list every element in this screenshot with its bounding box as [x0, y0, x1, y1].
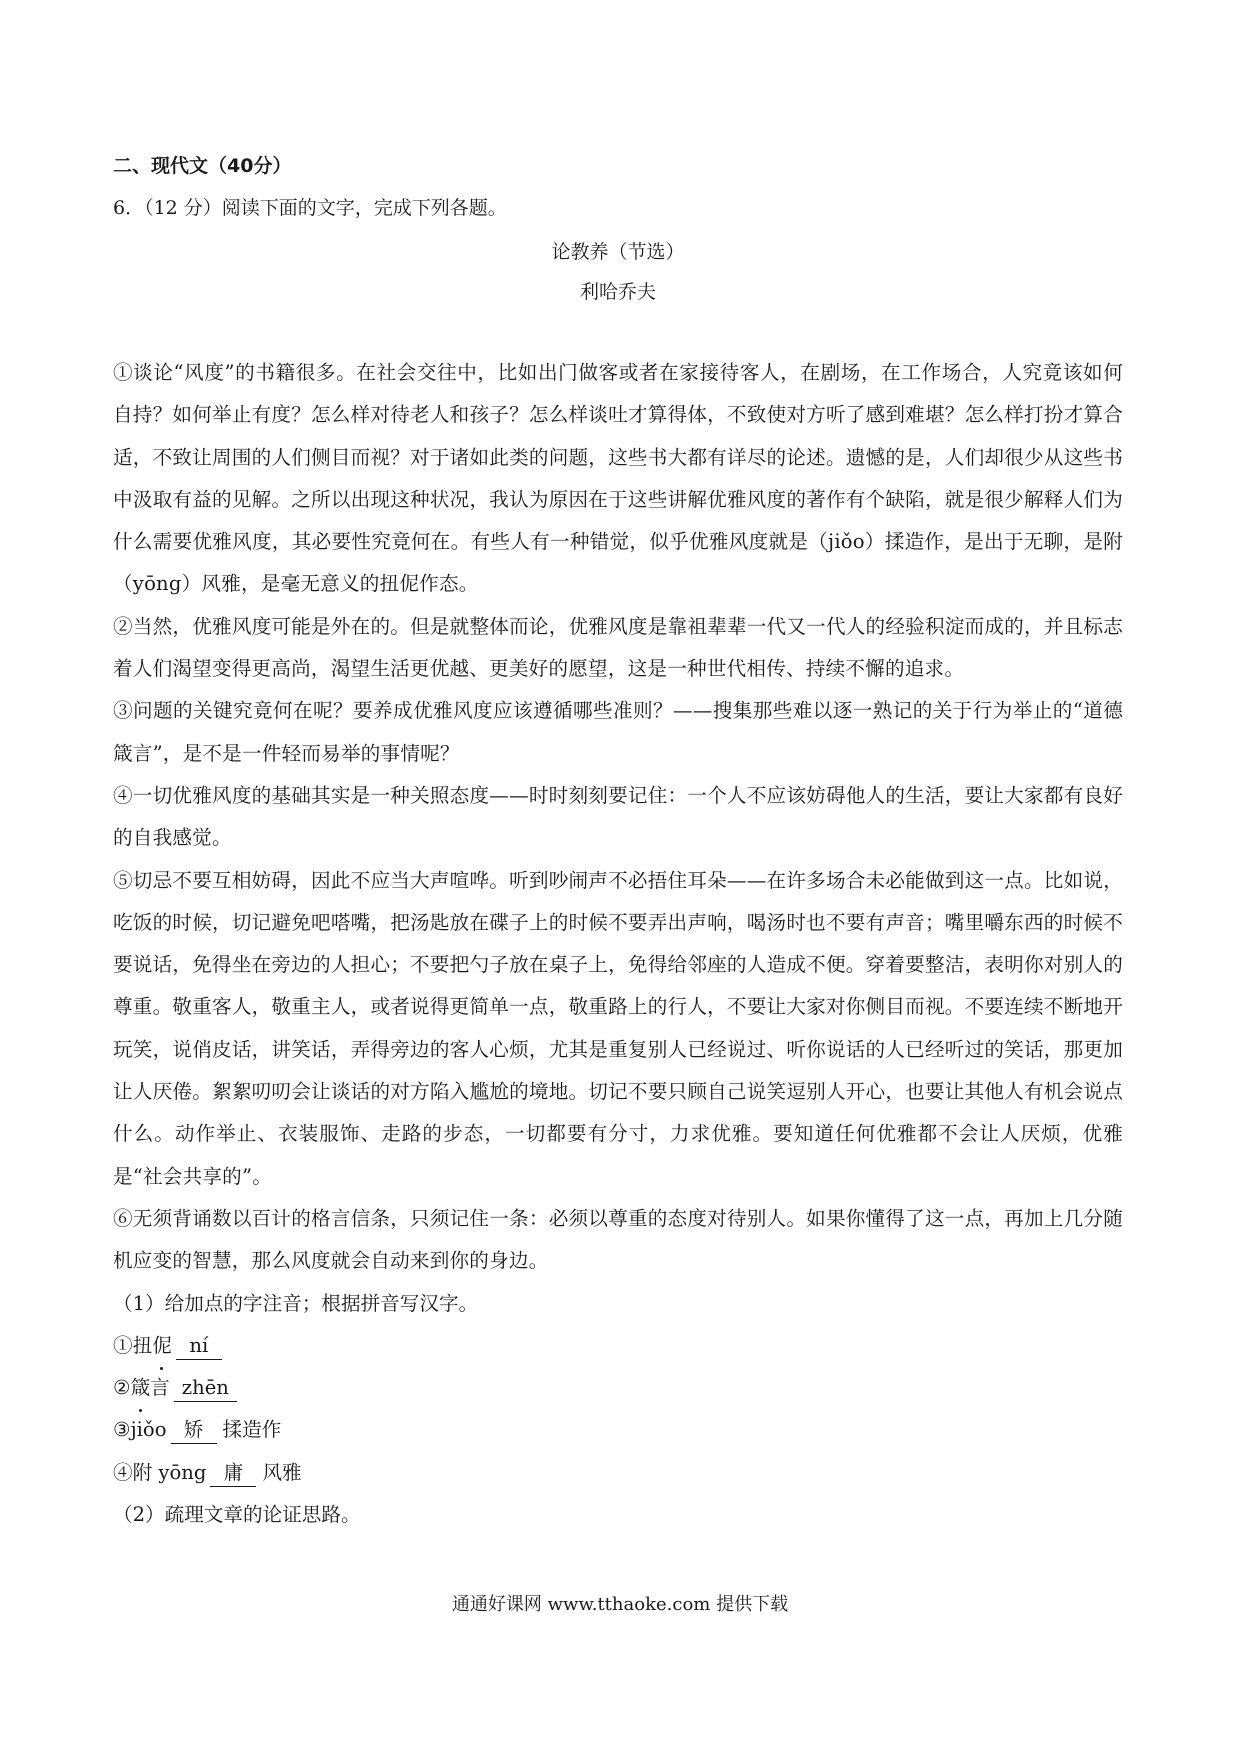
page-footer: 通通好课网 www.tthaoke.com 提供下载	[451, 1594, 789, 1615]
spacer	[113, 312, 1123, 352]
article-title: 论教养（节选）	[551, 241, 685, 263]
answer-item-prefix: ①扭	[113, 1333, 153, 1357]
paragraph-1: ①谈论“风度”的书籍很多。在社会交往中，比如出门做客或者在家接待客人，在剧场，在工作场合，人究竟该如何自持？如何举止有度？怎么样对待老人和孩子？怎么样谈吐才算得体，不致使对方听了感到难堪？怎么样打扮才算合适，不致让周围的人们侧目而视？对于诸如此类的问题，这些书大都有详尽的论述。遗憾的是，人们却很少从这些书中汲取有益的见解。之所以出现这种状况，我认为原因在于这些讲解优雅风度的著作有个缺陷，就是很少解释人们为什么需要优雅风度，其必要性究竟何在。有些人有一种错觉，似乎优雅风度就是（jiǒo）揉造作，是出于无聊，是附（yōng）风雅，是毫无意义的扭伲作态。	[113, 361, 1123, 596]
answer-item-suffix: 风雅	[262, 1460, 302, 1484]
dotted-character: 箴	[131, 1367, 151, 1409]
subquestion-1-prompt: （1）给加点的字注音；根据拼音写汉字。	[113, 1291, 479, 1315]
answer-item-prefix: ④附 yōng	[113, 1460, 207, 1484]
paragraph-2: ②当然，优雅风度可能是外在的。但是就整体而论，优雅风度是靠祖辈辈一代又一代人的经验积淀而成的，并且标志着人们渴望变得更高尚，渴望生活更优越、更美好的愿望，这是一种世代相传、持续不懈的追求。	[113, 614, 1123, 681]
answer-item-prefix: ③jiǒo	[113, 1418, 167, 1442]
answer-blank: 矫	[171, 1417, 217, 1444]
answer-item-1	[113, 1325, 1123, 1367]
answer-blank: zhēn	[174, 1375, 237, 1402]
answer-item-prefix: ②	[113, 1376, 131, 1400]
answer-blank: 庸	[210, 1460, 256, 1487]
document-page	[113, 148, 1123, 1536]
answer-item-mid: 言	[150, 1376, 170, 1400]
paragraph-4: ④一切优雅风度的基础其实是一种关照态度——时时刻刻要记住：一个人不应该妨碍他人的生活，要让大家都有良好的自我感觉。	[113, 783, 1123, 850]
article-author: 利哈乔夫	[579, 281, 656, 303]
answer-blank: ní	[176, 1333, 222, 1360]
subquestion-2-prompt: （2）疏理文章的论证思路。	[113, 1503, 361, 1527]
question-intro: 6．（12 分）阅读下面的文字，完成下列各题。	[113, 197, 507, 219]
paragraph-5: ⑤切忌不要互相妨碍，因此不应当大声喧哗。听到吵闹声不必捂住耳朵——在许多场合未必能做到这一点。比如说，吃饭的时候，切记避免吧嗒嘴，把汤匙放在碟子上的时候不要弄出声响，喝汤时也不要有声音；嘴里嚼东西的时候不要说话，免得坐在旁边的人担心；不要把勺子放在桌子上，免得给邻座的人造成不便。穿着要整洁，表明你对别人的尊重。敬重客人，敬重主人，或者说得更简单一点，敬重路上的行人，不要让大家对你侧目而视。不要连续不断地开玩笑，说俏皮话，讲笑话，弄得旁边的客人心烦，尤其是重复别人已经说过、听你说话的人已经听过的笑话，那更加让人厌倦。絮絮叨叨会让谈话的对方陷入尴尬的境地。切记不要只顾自己说笑逗别人开心，也要让其他人有机会说点什么。动作举止、衣装服饰、走路的步态，一切都要有分寸，力求优雅。要知道任何优雅都不会让人厌烦，优雅是“社会共享的”。	[113, 868, 1123, 1188]
answer-item-suffix: 揉造作	[222, 1418, 282, 1442]
section-title: 二、现代文（40分）	[113, 155, 292, 177]
paragraph-6: ⑥无须背诵数以百计的格言信条，只须记住一条：必须以尊重的态度对待别人。如果你懂得了这一点，再加上几分随机应变的智慧，那么风度就会自动来到你的身边。	[113, 1206, 1123, 1273]
answer-item-3	[113, 1409, 1123, 1451]
answer-item-4	[113, 1452, 1123, 1494]
paragraph-3: ③问题的关键究竟何在呢？要养成优雅风度应该遵循哪些准则？——搜集那些难以逐一熟记的关于行为举止的“道德箴言”，是不是一件轻而易举的事情呢？	[113, 699, 1123, 765]
dotted-character: 伲	[152, 1325, 172, 1367]
answer-item-2	[113, 1367, 1123, 1409]
